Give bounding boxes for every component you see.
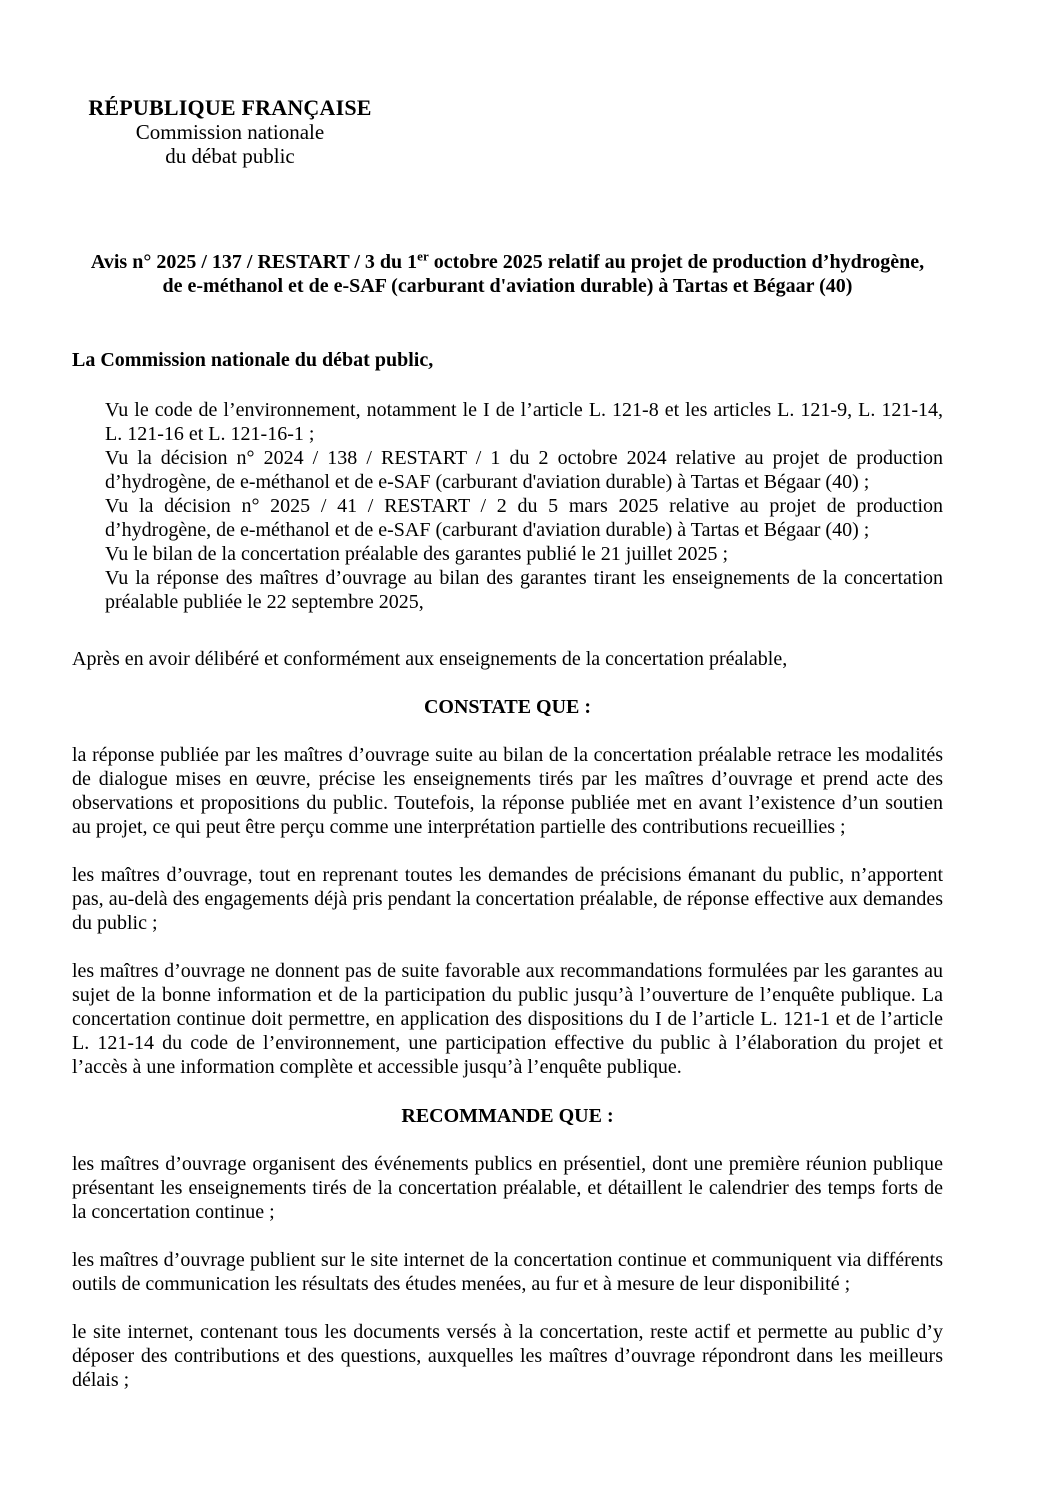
constate-heading: CONSTATE QUE :: [423, 696, 592, 718]
visa-item: Vu la décision n° 2025 / 41 / RESTART / 2 du 5 mars 2025 relative au projet de production d’hydrogène, de e-méthanol et de e-SAF (carburant d'aviation durable) à Tartas et Bégaar (40) ;: [105, 495, 943, 541]
republic-heading: RÉPUBLIQUE FRANÇAISE: [88, 95, 372, 120]
recommande-paragraph: les maîtres d’ouvrage organisent des événements publics en présentiel, dont une première réunion publique présentant les enseignements tirés de la concertation préalable, et détaillent le calendrier des temps forts de la concertation continue ;: [72, 1153, 943, 1223]
constate-paragraph: la réponse publiée par les maîtres d’ouvrage suite au bilan de la concertation préalable retrace les modalités de dialogue mises en œuvre, précise les enseignements tirés par les maîtres d’ouvrage et prend acte des observations et propositions du public. Toutefois, la réponse publiée met en avant l’existence d’un soutien au projet, ce qui peut être perçu comme une interprétation partielle des contributions recueillies ;: [72, 744, 943, 838]
recommande-paragraph: le site internet, contenant tous les documents versés à la concertation, reste actif et permette au public d’y déposer des contributions et des questions, auxquelles les maîtres d’ouvrage répondront dans les meilleurs délais ;: [72, 1321, 943, 1391]
letterhead: [85, 96, 375, 168]
document-title: [91, 250, 925, 298]
constate-paragraph: les maîtres d’ouvrage, tout en reprenant toutes les demandes de précisions émanant du public, n’apportent pas, au-delà des engagements déjà pris pendant la concertation préalable, de réponse effective aux demandes du public ;: [72, 864, 943, 934]
visa-item: Vu la décision n° 2024 / 138 / RESTART / 1 du 2 octobre 2024 relative au projet de production d’hydrogène, de e-méthanol et de e-SAF (carburant d'aviation durable) à Tartas et Bégaar (40) ;: [105, 447, 943, 493]
deliberation-clause: Après en avoir délibéré et conformément aux enseignements de la concertation préalable,: [72, 648, 788, 670]
title-text-before: Avis n° 2025 / 137 / RESTART / 3 du 1: [90, 251, 418, 273]
org-name-line2: du débat public: [165, 144, 295, 168]
visa-item: Vu la réponse des maîtres d’ouvrage au bilan des garantes tirant les enseignements de la concertation préalable publiée le 22 septembre 2025,: [105, 567, 943, 613]
recommande-paragraph: les maîtres d’ouvrage publient sur le site internet de la concertation continue et communiquent via différents outils de communication les résultats des études menées, au fur et à mesure de leur disponibilité ;: [72, 1249, 943, 1295]
title-text-after: octobre 2025 relatif au projet de production d’hydrogène, de e-méthanol et de e-SAF (carburant d'aviation durable) à Tartas et Bégaar (40): [162, 251, 925, 297]
constate-paragraph: les maîtres d’ouvrage ne donnent pas de suite favorable aux recommandations formulées par les garantes au sujet de la bonne information et de la participation du public jusqu’à l’ouverture de l’enquête publique. La concertation continue doit permettre, en application des dispositions du I de l’article L. 121-1 et de l’article L. 121-14 du code de l’environnement, une participation effective du public à l’élaboration du projet et l’accès à une information complète et accessible jusqu’à l’enquête publique.: [72, 960, 943, 1078]
recommande-heading: RECOMMANDE QUE :: [401, 1105, 614, 1127]
visa-item: Vu le bilan de la concertation préalable des garantes publié le 21 juillet 2025 ;: [105, 543, 729, 565]
salutation: La Commission nationale du débat public,: [72, 349, 434, 371]
visas-list: [105, 398, 943, 614]
visa-item: Vu le code de l’environnement, notamment le I de l’article L. 121-8 et les articles L. 121-9, L. 121-14, L. 121-16 et L. 121-16-1 ;: [105, 399, 943, 445]
title-superscript: er: [417, 248, 429, 264]
org-name-line1: Commission nationale: [135, 120, 325, 144]
